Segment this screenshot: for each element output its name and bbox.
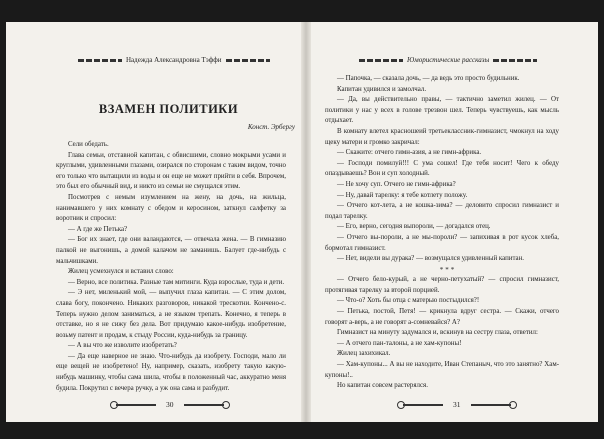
paragraph: — Нет, видели вы дурака? — возмущался удивленный капитан.	[337, 255, 525, 263]
paragraph: — Папочка, — сказала дочь, — да ведь это просто будильник.	[337, 75, 520, 82]
left-page	[6, 22, 301, 422]
section-separator: ***	[439, 265, 457, 274]
paragraph: — Бог их знает, где они валандаются, — отвечала жена. — В гимназию палкой не выгонишь, а домой калачом не заманишь. Балует где-нибудь с мальчишками.	[56, 236, 286, 265]
paragraph: — Отчего кот-лета, а не кошка-зима? — деловито спросил гимназист и подал тарелку.	[325, 202, 559, 220]
book-spread	[6, 22, 598, 422]
ornament-icon	[493, 59, 537, 62]
paragraph: — Ну, давай тарелку: я тебе котлету положу.	[337, 191, 468, 199]
flourish-icon	[184, 404, 224, 406]
paragraph: — Его, верно, сегодня выпороли, — догадался отец.	[337, 223, 491, 231]
right-page-footer	[403, 400, 511, 409]
ornament-icon	[359, 59, 403, 62]
flourish-icon	[116, 404, 156, 406]
paragraph: — Верно, все политика. Разные там митинги. Куда взрослые, туда и дети.	[68, 278, 285, 286]
paragraph: — Э нет, миленький мой, — выпучил глаза капитан. — С этим долом, слава богу, покончено. Никаких разговоров, никакой трескотни. Кончено-с. Теперь нужно делом заниматься, а не языком трепать. Конечно, я теперь в отставке, но я не сижу без дела. Вот придумаю какое-нибудь изобретение, возьму патент и продам, к стыду России, куда-нибудь за границу.	[56, 289, 286, 339]
paragraph: — Да еще наверное не знаю. Что-нибудь да изобрету. Господи, мало ли еще вещей не изобретено! Ну, например, сказать, изобрету такую какую-нибудь машинку, чтобы сама шила, чтобы в положенный час, аккуратно меня будила. Покрутил с вечера ручку, а уж она сама и разбудит.	[56, 352, 286, 392]
left-page-number: 30	[166, 400, 174, 409]
ornament-icon	[78, 59, 122, 62]
paragraph: В комнату влетел красношеий третьеклассник-гимназист, чмокнул на ходу щеку матери и громко закричал:	[325, 127, 559, 146]
paragraph: Жилец захихикал.	[337, 350, 391, 358]
left-header-text: Надежда Александровна Тэффи	[126, 56, 222, 64]
right-header-text: Юмористические рассказы	[407, 56, 490, 64]
right-page-number: 31	[453, 400, 461, 409]
paragraph: — Что-о? Хоть бы отца с матерью постыдился?!	[337, 297, 480, 305]
paragraph: Жилец усмехнулся и вставил слово:	[68, 268, 174, 276]
left-running-header	[78, 56, 270, 64]
paragraph: Но капитан совсем растерялся.	[337, 382, 428, 390]
left-page-body	[56, 140, 286, 394]
paragraph: Посмотрев с немым изумлением на жену, на дочь, на жильца, нанимавшего у них комнату с обедом и керосином, заткнул салфетку за воротник и спросил:	[56, 193, 286, 223]
paragraph: — Хам-купоны... А вы не находите, Иван Степаныч, что это занятно? Хам-купоны!..	[325, 361, 559, 379]
paragraph: — Скажите: отчего гимн-азия, а не гимн-африка.	[337, 149, 482, 157]
paragraph: — Отчего вы-пороли, а не мы-пороли? — запихивая в рот кусок хлеба, бормотал гимназист.	[325, 233, 559, 252]
paragraph: — А отчего пан-талоны, а не хам-купоны!	[337, 339, 462, 347]
right-page-body	[325, 74, 559, 392]
paragraph: — Петька, постой, Петя! — крикнула вдруг сестра. — Скажи, отчего говорят а-верь, а не говорят а-сомневайся? А?	[325, 308, 559, 326]
paragraph: — Отчего бело-курый, а не черно-петухатый? — спросил гимназист, протягивая тарелку за второй порцией.	[325, 276, 559, 294]
book-gutter	[301, 22, 311, 422]
paragraph: — А где же Петька?	[68, 225, 128, 233]
story-title: ВЗАМЕН ПОЛИТИКИ	[98, 102, 239, 116]
paragraph: Глава семьи, отставной капитан, с обвисшими, словно мокрыми усами и круглыми, удивленными глазами, озирался по сторонам с таким видом, точно его только что вытащили из воды и он еще не может прийти в себя. Впрочем, это был его обычный вид, и никто из семьи не смущался этим.	[56, 151, 286, 191]
epigraph: Конст. Эрбергу	[247, 123, 295, 131]
right-running-header	[359, 56, 537, 64]
ornament-icon	[226, 59, 270, 62]
paragraph: — Господи помилуй!!! С ума сошел! Где тебя носит! Чего к обеду опаздываешь? Вон и суп холодный.	[325, 159, 559, 178]
flourish-icon	[403, 404, 443, 406]
paragraph: Сели обедать.	[68, 141, 109, 148]
left-page-footer	[116, 400, 224, 409]
flourish-icon	[471, 404, 511, 406]
paragraph: — Не хочу суп. Отчего не гимн-африка?	[337, 180, 456, 188]
right-page	[311, 22, 598, 422]
paragraph: — Да, вы действительно правы, — тактично заметил жилец. — От политики у нас у всех в голове трезвон шел. Теперь чувствуешь, как мысль отдыхает.	[325, 96, 559, 125]
paragraph: — А вы что же изволите изобретать?	[68, 342, 177, 350]
paragraph: Капитан удивился и замолчал.	[337, 85, 427, 93]
paragraph: Гимназист на минуту задумался и, вскинув на сестру глаза, ответил:	[337, 329, 538, 337]
